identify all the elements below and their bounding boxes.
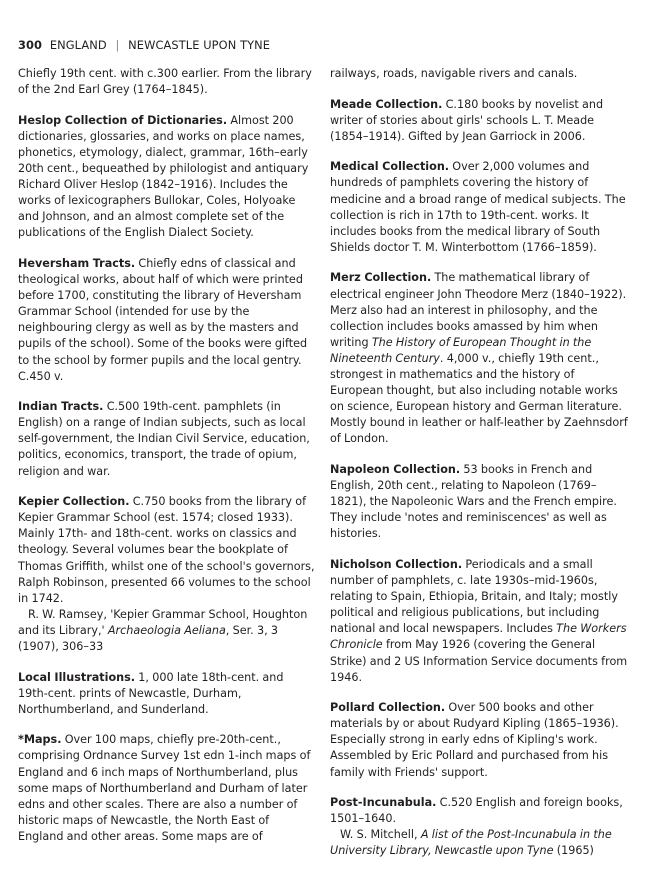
entry-body: C.520 English and foreign books, 1501–1640. bbox=[330, 796, 623, 826]
entry-title: Meade Collection. bbox=[330, 97, 443, 111]
entry-title: Heslop Collection of Dictionaries. bbox=[18, 113, 228, 127]
header-separator: | bbox=[115, 38, 120, 52]
entry-body: Over 500 books and other materials by or about Rudyard Kipling (1865–1936). Especially strong in early edns of Kipling's work. Assembled by Eric Pollard and purchased from his family with Friends' support. bbox=[330, 701, 619, 779]
entry-post-incunabula bbox=[330, 795, 628, 859]
entry-body: Almost 200 dictionaries, glossaries, and works on place names, phonetics, etymology, dialect, grammar, 16th–early 20th cent., bequeathed by philologist and antiquary Richard Oliver Heslop (1842–1916). Includes the works of lexicographers Bullokar, Coles, Holyoake and Johnson, and an almost complete set of the publications of the English Dialect Society. bbox=[18, 113, 309, 240]
entry-nicholson: Nicholson Collection. Periodicals and a small number of pamphlets, c. late 1930s–mid-1960s, relating to Spain, Ethiopia, Britain, and Italy; mostly political and religious publications, but including national and local newspapers. Includes The Workers Chronicle from May 1926 (covering the General Strike) and 2 US Information Service documents from 1946. bbox=[330, 557, 628, 684]
header-subsection: NEWCASTLE UPON TYNE bbox=[128, 38, 271, 52]
left-column bbox=[18, 66, 316, 860]
entry-title: Kepier Collection. bbox=[18, 495, 130, 509]
entry-title: Merz Collection. bbox=[330, 271, 432, 285]
entry-medical bbox=[330, 159, 628, 256]
entry-kepier bbox=[18, 494, 316, 655]
page-number: 300 bbox=[18, 38, 43, 52]
entry-body: C.180 books by novelist and writer of stories about girls' schools L. T. Meade (1854–1914). Gifted by Jean Garriock in 2006. bbox=[330, 97, 604, 143]
entry-body: C.750 books from the library of Kepier Grammar School (est. 1574; closed 1933). Mainly 17th- and 18th-cent. works on classics and theology. Several volumes bear the bookplate of Thomas Griffith, whilst one of the school's governors, Ralph Robinson, presented 66 volumes to the school in 1742. bbox=[18, 495, 315, 605]
entry-title: Heversham Tracts. bbox=[18, 256, 136, 270]
header-section: ENGLAND bbox=[49, 38, 107, 52]
entry-heversham bbox=[18, 256, 316, 385]
continuation-text: Chiefly 19th cent. with c.300 earlier. From the library of the 2nd Earl Grey (1764–1845). bbox=[18, 67, 312, 97]
entry-title: Medical Collection. bbox=[330, 160, 450, 174]
entry-title: Pollard Collection. bbox=[330, 701, 446, 715]
entry-body: C.500 19th-cent. pamphlets (in English) on a range of Indian subjects, such as local self-government, the Indian Civil Service, education, politics, economics, transport, the trade of opium, religion and war. bbox=[18, 400, 310, 478]
entry-title: Indian Tracts. bbox=[18, 400, 104, 414]
right-column bbox=[330, 66, 628, 874]
entry-body: Chiefly edns of classical and theological works, about half of which were printed before 1700, constituting the library of Heversham Grammar School (intended for use by the neighbouring clergy as well as by the masters and pupils of the school). Some of the books were gifted to the school by former pupils and the local gentry. C.450 v. bbox=[18, 256, 308, 383]
entry-title: Local Illustrations. bbox=[18, 670, 136, 684]
entry-title: Napoleon Collection. bbox=[330, 462, 461, 476]
entry-body: 53 books in French and English, 20th cent., relating to Napoleon (1769–1821), the Napoleonic Wars and the French empire. They include 'notes and reminiscences' as well as histories. bbox=[330, 462, 617, 541]
running-header bbox=[18, 38, 270, 52]
entry-title: Post-Incunabula. bbox=[330, 796, 437, 810]
entry-indian-tracts bbox=[18, 399, 316, 479]
entry-title: *Maps. bbox=[18, 733, 62, 747]
entry-reference: R. W. Ramsey, 'Kepier Grammar School, Houghton and its Library,' Archaeologia Aeliana, Ser. 3, 3 (1907), 306–33 bbox=[18, 607, 308, 653]
entry-napoleon bbox=[330, 462, 628, 542]
continuation-text: railways, roads, navigable rivers and canals. bbox=[330, 67, 578, 80]
entry-local-illustrations bbox=[18, 670, 316, 718]
entry-meade bbox=[330, 97, 628, 145]
entry-body: Over 2,000 volumes and hundreds of pamphlets covering the history of medicine and a broad range of medical subjects. The collection is rich in 17th to 19th-cent. works. It includes books from the medical library of South Shields doctor T. M. Winterbottom (1766–1859). bbox=[330, 160, 626, 254]
entry-reference: W. S. Mitchell, A list of the Post-Incunabula in the University Library, Newcastle upon Tyne (1965) bbox=[330, 828, 612, 858]
entry-heslop bbox=[18, 113, 316, 242]
entry-maps bbox=[18, 732, 316, 845]
entry-body: 1, 000 late 18th-cent. and 19th-cent. prints of Newcastle, Durham, Northumberland, and Sunderland. bbox=[18, 670, 284, 716]
entry-title: Nicholson Collection. bbox=[330, 557, 463, 571]
entry-merz: Merz Collection. The mathematical library of electrical engineer John Theodore Merz (1840–1922). Merz also had an interest in philosophy, and the collection includes books amassed by him when writing The History of European Thought in the Nineteenth Century. 4,000 v., chiefly 19th cent., strongest in mathematics and the history of European thought, but also including notable works on science, European history and German literature. Mostly bound in leather or half-leather by Zaehnsdorf of London. bbox=[330, 271, 628, 446]
entry-pollard bbox=[330, 700, 628, 780]
entry-body: Over 100 maps, chiefly pre-20th-cent., comprising Ordnance Survey 1st edn 1-inch maps of England and 6 inch maps of Northumberland, plus some maps of Northumberland and Durham of later edns and other scales. There are also a number of historic maps of Newcastle, the North East of England and other areas. Some maps are of bbox=[18, 733, 311, 843]
